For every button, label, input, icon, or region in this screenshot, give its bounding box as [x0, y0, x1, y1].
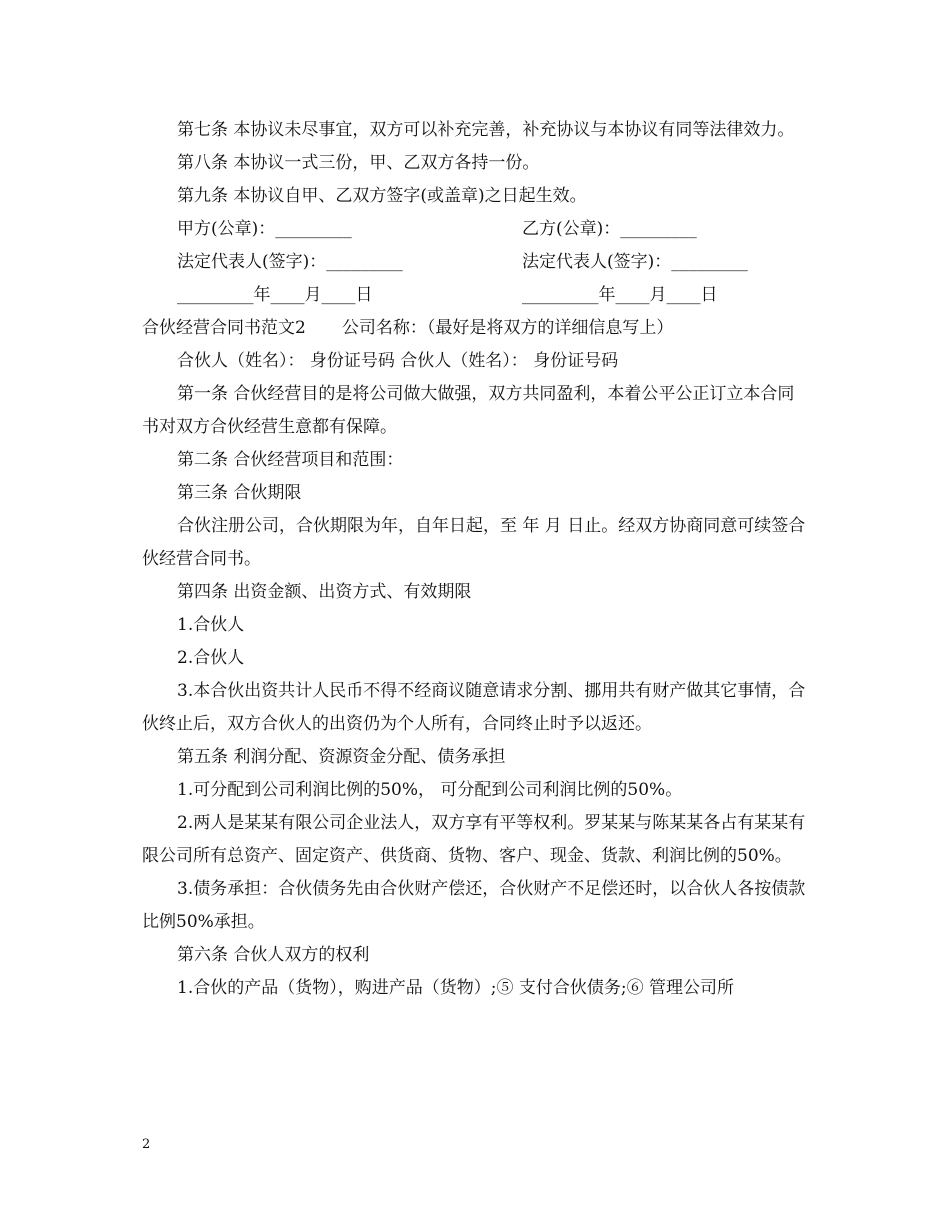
party-a-date: _________年____月____日	[177, 285, 373, 305]
clause-5-item-3: 3.债务承担：合伙债务先由合伙财产偿还，合伙财产不足偿还时，以合伙人各按债款比例50%承担。	[142, 879, 806, 932]
clause-3-text: 合伙注册公司，合伙期限为年，自年日起，至 年 月 日止。经双方协商同意可续签合伙经营合同书。	[142, 516, 806, 569]
party-a-seal: 甲方(公章)：_________	[177, 219, 352, 239]
party-b-representative: 法定代表人(签字)：_________	[522, 252, 748, 272]
document-body	[142, 114, 810, 1005]
clause-4: 第四条 出资金额、出资方式、有效期限	[177, 582, 472, 602]
sample-2-header	[142, 312, 810, 345]
article-8: 第八条 本协议一式三份，甲、乙双方各持一份。	[177, 153, 540, 173]
clause-5-item-2: 2.两人是某某有限公司企业法人，双方享有平等权利。罗某某与陈某某各占有某某有限公司所有总资产、固定资产、供货商、货物、客户、现金、货款、利润比例的50%。	[142, 813, 806, 866]
partners-line: 合伙人（姓名）： 身份证号码 合伙人（姓名）： 身份证号码	[177, 351, 619, 371]
sample-2-title: 合伙经营合同书范文2	[142, 318, 306, 338]
party-b-seal: 乙方(公章)：_________	[522, 219, 697, 239]
article-7: 第七条 本协议未尽事宜，双方可以补充完善，补充协议与本协议有同等法律效力。	[177, 120, 795, 140]
clause-4-item-3: 3.本合伙出资共计人民币不得不经商议随意请求分割、挪用共有财产做其它事情，合伙终止后，双方合伙人的出资仍为个人所有，合同终止时予以返还。	[142, 681, 806, 734]
clause-6: 第六条 合伙人双方的权利	[177, 945, 370, 965]
company-name: 公司名称：（最好是将双方的详细信息写上）	[341, 318, 674, 338]
date-row	[142, 279, 810, 312]
clause-2: 第二条 合伙经营项目和范围：	[177, 450, 404, 470]
page-number: 2	[142, 1137, 151, 1152]
clause-6-item-1: 1.合伙的产品（货物），购进产品（货物）;⑤ 支付合伙债务;⑥ 管理公司所	[177, 978, 734, 998]
party-b-date: _________年____月____日	[522, 285, 718, 305]
clause-3: 第三条 合伙期限	[177, 483, 302, 503]
clause-5-item-1: 1.可分配到公司利润比例的50%， 可分配到公司利润比例的50%。	[177, 780, 683, 800]
clause-5: 第五条 利润分配、资源资金分配、债务承担	[177, 747, 506, 767]
clause-4-item-2: 2.合伙人	[177, 648, 245, 668]
seal-row	[142, 213, 810, 246]
clause-1: 第一条 合伙经营目的是将公司做大做强，双方共同盈利，本着公平公正订立本合同书对双方合伙经营生意都有保障。	[142, 384, 795, 437]
representative-row	[142, 246, 810, 279]
article-9: 第九条 本协议自甲、乙双方签字(或盖章)之日起生效。	[177, 186, 587, 206]
party-a-representative: 法定代表人(签字)：_________	[177, 252, 403, 272]
clause-4-item-1: 1.合伙人	[177, 615, 245, 635]
